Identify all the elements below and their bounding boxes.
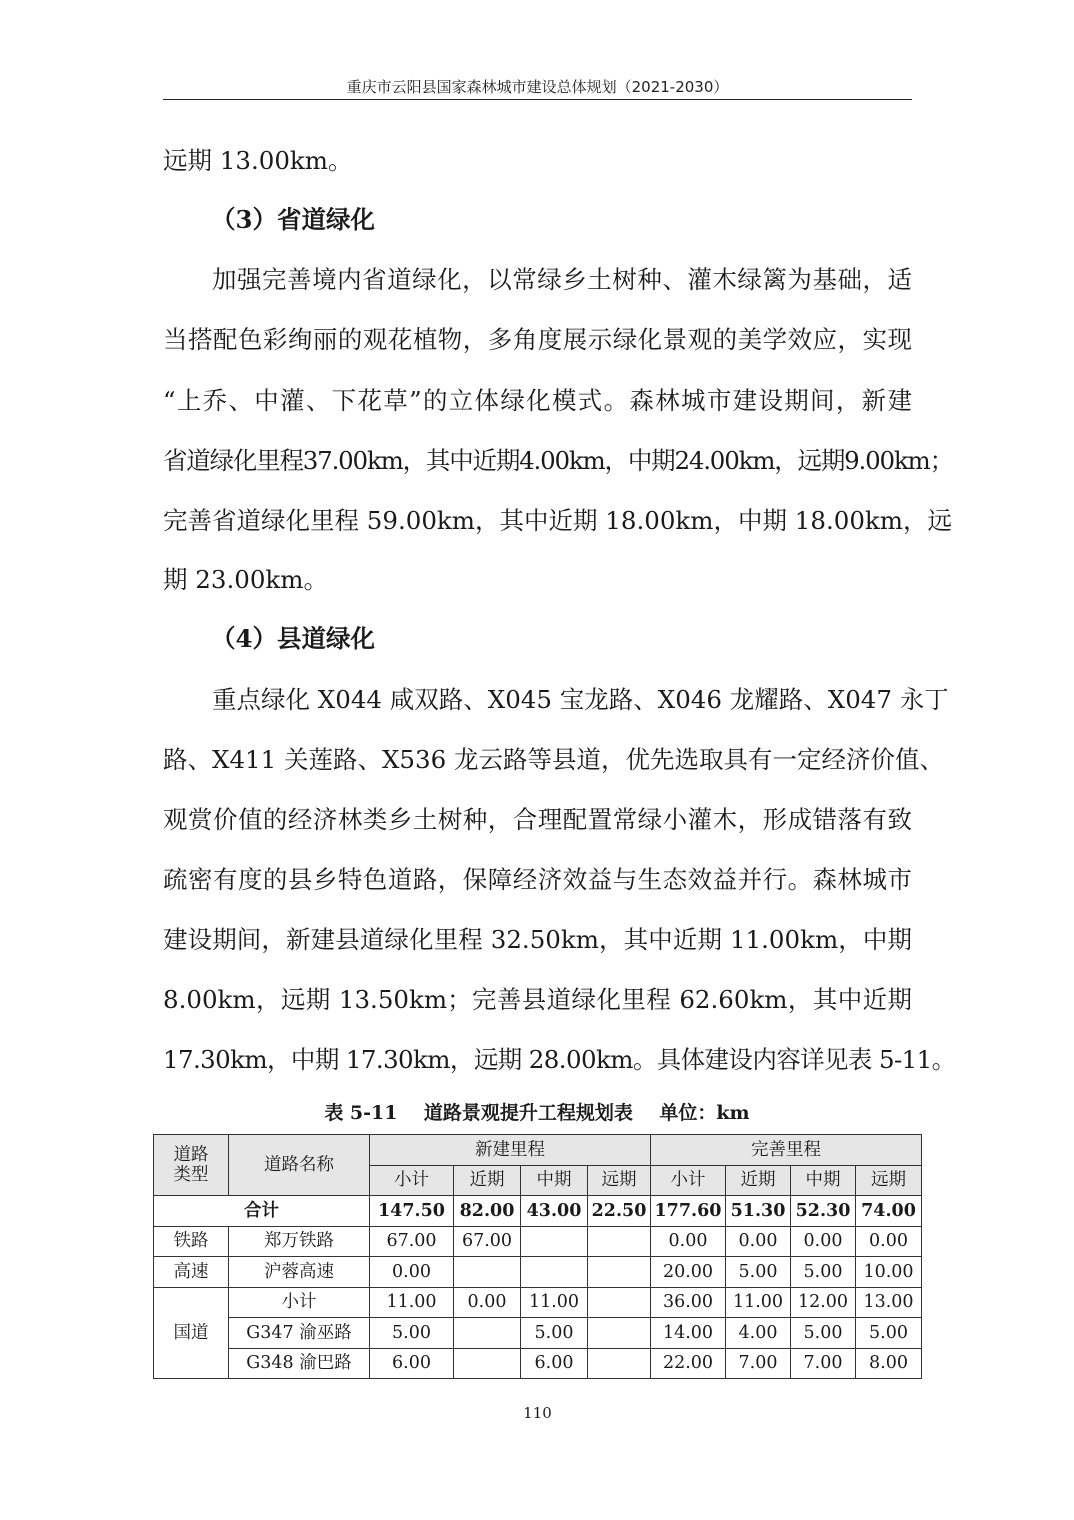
paragraph-line: 远期 13.00km。 [163, 146, 353, 175]
paragraph-line: 省道绿化里程37.00km，其中近期4.00km，中期24.00km，远期9.00km； [163, 446, 953, 475]
subheader-cell: 远期 [856, 1165, 922, 1196]
total-label: 合计 [154, 1196, 370, 1227]
table-cell: 14.00 [651, 1318, 726, 1349]
road-type-cell: 高速 [154, 1257, 229, 1288]
table-cell: 0.00 [791, 1226, 856, 1257]
paragraph-line: “上乔、中灌、下花草”的立体绿化模式。森林城市建设期间，新建 [163, 386, 912, 415]
subheader-cell: 近期 [454, 1165, 521, 1196]
table-cell: 67.00 [370, 1226, 454, 1257]
table-cell: 5.00 [521, 1318, 588, 1349]
paragraph-line: 完善省道绿化里程 59.00km，其中近期 18.00km，中期 18.00km，远 [163, 506, 953, 535]
table-row [154, 1348, 922, 1379]
table-cell [588, 1257, 651, 1288]
total-cell: 82.00 [454, 1196, 521, 1227]
road-name-cell: 郑万铁路 [229, 1226, 370, 1257]
paragraph-line: 加强完善境内省道绿化，以常绿乡土树种、灌木绿篱为基础，适 [212, 265, 912, 294]
table-cell: 5.00 [791, 1257, 856, 1288]
table-cell: 13.00 [856, 1287, 922, 1318]
running-header: 重庆市云阳县国家森林城市建设总体规划（2021-2030） [346, 78, 729, 96]
paragraph-line: 当搭配色彩绚丽的观花植物，多角度展示绿化景观的美学效应，实现 [163, 325, 912, 354]
header-road-type [154, 1135, 229, 1196]
page-number: 110 [523, 1404, 552, 1422]
total-cell: 52.30 [791, 1196, 856, 1227]
total-cell: 51.30 [726, 1196, 791, 1227]
section-heading-county-roads: （4）县道绿化 [211, 624, 376, 653]
table-row [154, 1226, 922, 1257]
table-cell: 36.00 [651, 1287, 726, 1318]
paragraph-line: 观赏价值的经济林类乡土树种，合理配置常绿小灌木，形成错落有致 [163, 805, 912, 834]
paragraph-line: 17.30km，中期 17.30km，远期 28.00km。具体建设内容详见表 5-11。 [163, 1045, 956, 1074]
table-cell [454, 1257, 521, 1288]
paragraph-line: 重点绿化 X044 咸双路、X045 宝龙路、X046 龙耀路、X047 永丁 [212, 685, 949, 714]
header-rule [163, 99, 912, 100]
header-new-mileage: 新建里程 [370, 1135, 651, 1166]
total-cell: 177.60 [651, 1196, 726, 1227]
table-cell [588, 1348, 651, 1379]
table-cell: 11.00 [726, 1287, 791, 1318]
table-cell: 6.00 [521, 1348, 588, 1379]
table-cell: 0.00 [856, 1226, 922, 1257]
road-name-cell: G347 渝巫路 [229, 1318, 370, 1349]
total-cell: 74.00 [856, 1196, 922, 1227]
table-cell: 20.00 [651, 1257, 726, 1288]
table-cell: 11.00 [370, 1287, 454, 1318]
table-cell [588, 1226, 651, 1257]
total-cell: 147.50 [370, 1196, 454, 1227]
paragraph-line: 建设期间，新建县道绿化里程 32.50km，其中近期 11.00km，中期 [163, 925, 912, 954]
table-cell: 0.00 [651, 1226, 726, 1257]
table-cell: 5.00 [726, 1257, 791, 1288]
table-cell: 7.00 [791, 1348, 856, 1379]
table-cell: 5.00 [856, 1318, 922, 1349]
subheader-cell: 小计 [651, 1165, 726, 1196]
road-name-cell: 小计 [229, 1287, 370, 1318]
table-cell: 12.00 [791, 1287, 856, 1318]
paragraph-line: 8.00km，远期 13.50km；完善县道绿化里程 62.60km，其中近期 [163, 985, 912, 1014]
table-cell: 7.00 [726, 1348, 791, 1379]
subheader-cell: 中期 [521, 1165, 588, 1196]
subheader-cell: 小计 [370, 1165, 454, 1196]
table-cell: 5.00 [791, 1318, 856, 1349]
table-cell: 0.00 [454, 1287, 521, 1318]
header-improve-mileage: 完善里程 [651, 1135, 922, 1166]
table-cell [521, 1257, 588, 1288]
table-cell: 0.00 [370, 1257, 454, 1288]
header-road-name: 道路名称 [229, 1135, 370, 1196]
table-cell [454, 1318, 521, 1349]
road-landscape-table [153, 1134, 922, 1379]
table-cell: 11.00 [521, 1287, 588, 1318]
table-cell [521, 1226, 588, 1257]
header-road-type-line2: 类型 [173, 1165, 209, 1185]
table-row [154, 1257, 922, 1288]
paragraph-line: 期 23.00km。 [163, 565, 329, 594]
table-cell [454, 1348, 521, 1379]
paragraph-line: 路、X411 关莲路、X536 龙云路等县道，优先选取具有一定经济价值、 [163, 745, 944, 774]
table-caption: 表 5-11 道路景观提升工程规划表 单位：km [324, 1102, 750, 1124]
total-cell: 43.00 [521, 1196, 588, 1227]
table-cell: 0.00 [726, 1226, 791, 1257]
subheader-cell: 近期 [726, 1165, 791, 1196]
table-cell: 8.00 [856, 1348, 922, 1379]
header-road-type-line1: 道路 [173, 1145, 209, 1165]
subheader-cell: 中期 [791, 1165, 856, 1196]
road-type-cell: 国道 [154, 1287, 229, 1379]
road-type-cell: 铁路 [154, 1226, 229, 1257]
table-cell: 67.00 [454, 1226, 521, 1257]
subheader-cell: 远期 [588, 1165, 651, 1196]
paragraph-line: 疏密有度的县乡特色道路，保障经济效益与生态效益并行。森林城市 [163, 865, 912, 894]
table-cell [588, 1287, 651, 1318]
table-cell: 4.00 [726, 1318, 791, 1349]
section-heading-provincial-roads: （3）省道绿化 [211, 205, 376, 234]
table-cell [588, 1318, 651, 1349]
table-cell: 5.00 [370, 1318, 454, 1349]
table-cell: 10.00 [856, 1257, 922, 1288]
table-total-row [154, 1196, 922, 1227]
table-row [154, 1287, 922, 1318]
road-name-cell: 沪蓉高速 [229, 1257, 370, 1288]
total-cell: 22.50 [588, 1196, 651, 1227]
table-header-row [154, 1135, 922, 1166]
table-cell: 6.00 [370, 1348, 454, 1379]
road-name-cell: G348 渝巴路 [229, 1348, 370, 1379]
table-row [154, 1318, 922, 1349]
table-cell: 22.00 [651, 1348, 726, 1379]
